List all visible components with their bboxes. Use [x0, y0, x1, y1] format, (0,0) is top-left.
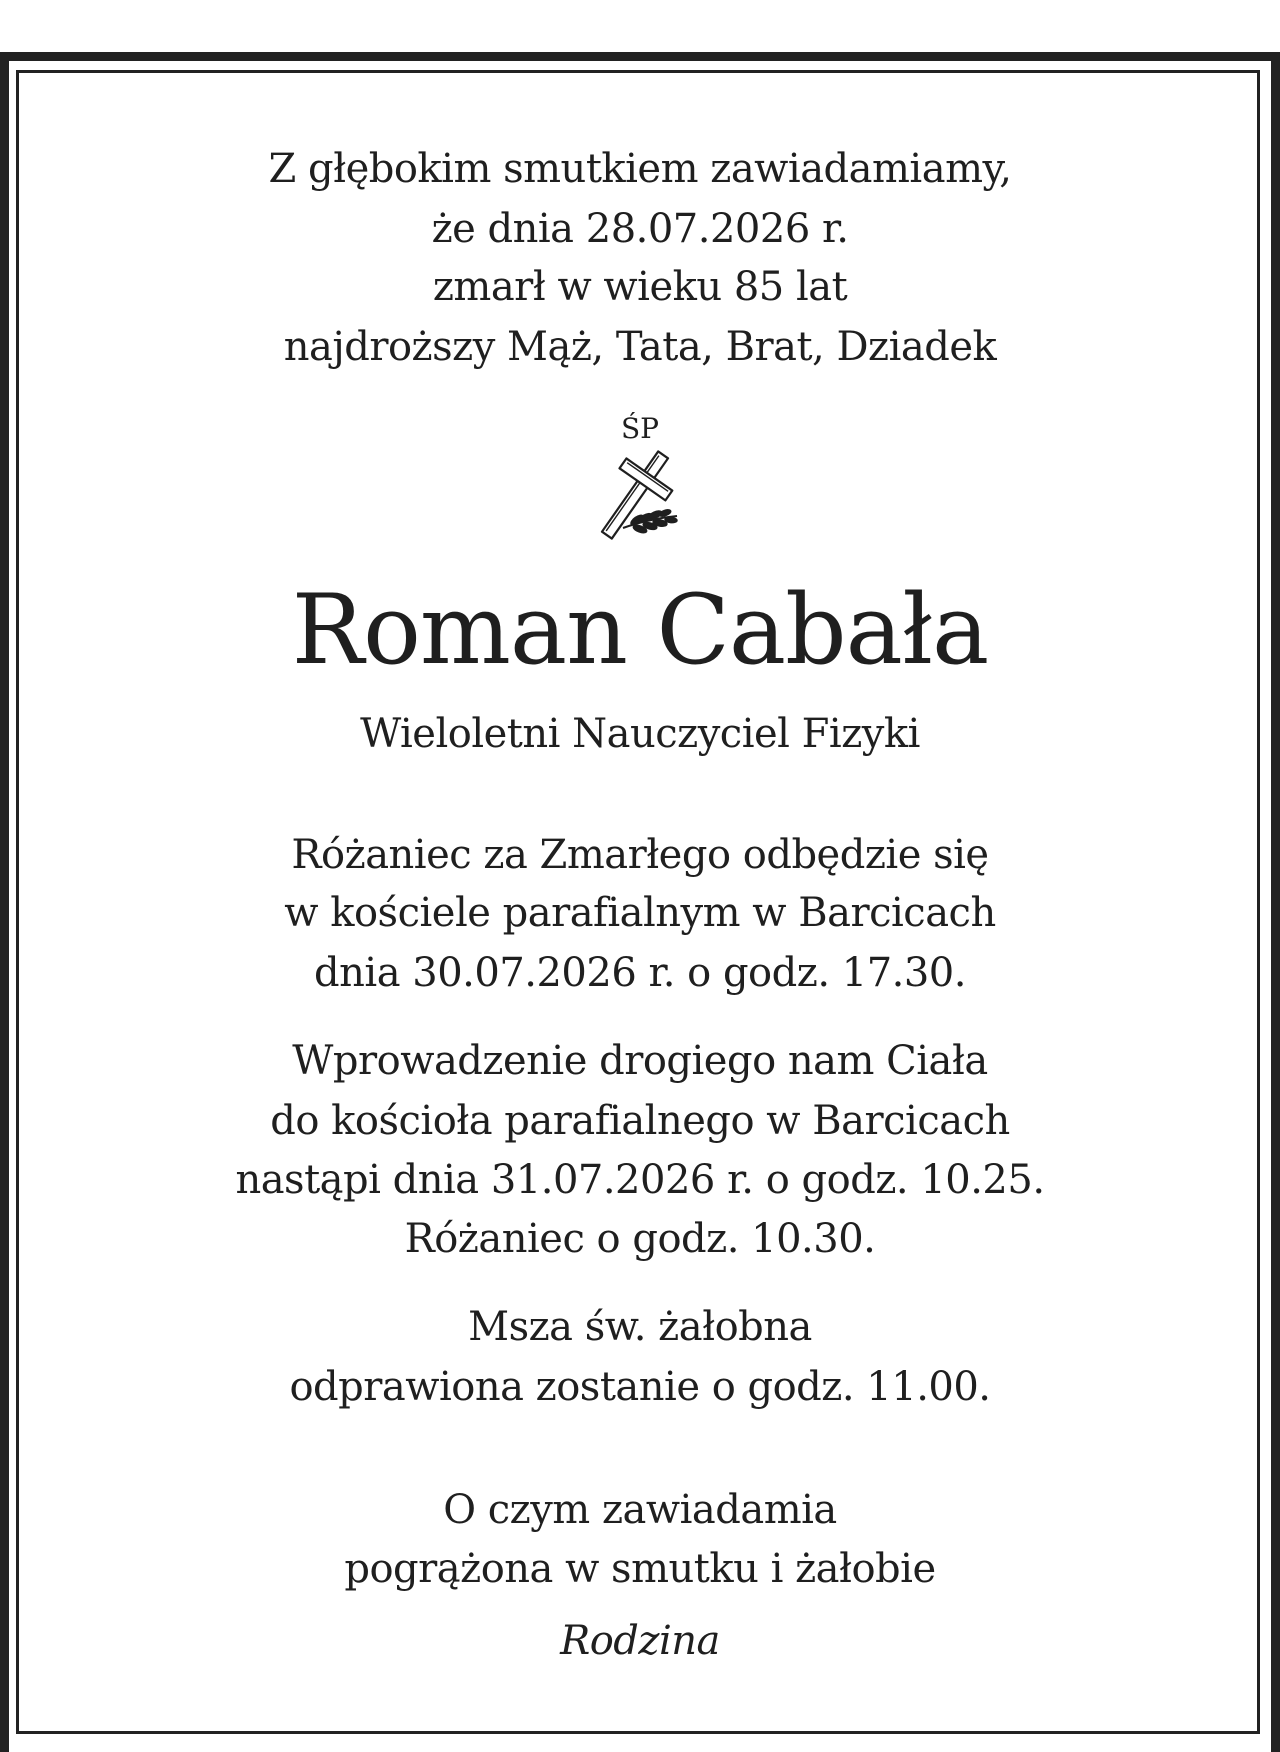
rosary-line-2: w kościele parafialnym w Barcicach — [284, 890, 996, 936]
intro-line-3: zmarł w wieku 85 lat — [432, 264, 848, 310]
procession-line-1: Wprowadzenie drogiego nam Ciała — [292, 1038, 988, 1084]
rosary-line-1: Różaniec za Zmarłego odbędzie się — [291, 832, 989, 878]
intro-line-2: że dnia 28.07.2026 r. — [431, 206, 849, 252]
deceased-title: Wieloletni Nauczyciel Fizyki — [360, 711, 920, 757]
rosary-line-3: dnia 30.07.2026 r. o godz. 17.30. — [314, 950, 966, 996]
cross-with-laurel-icon — [585, 440, 695, 550]
procession-line-2: do kościoła parafialnego w Barcicach — [270, 1098, 1010, 1144]
mass-line-1: Msza św. żałobna — [468, 1304, 812, 1350]
mass-line-2: odprawiona zostanie o godz. 11.00. — [289, 1364, 991, 1410]
deceased-name: Roman Cabała — [291, 574, 989, 686]
intro-line-1: Z głębokim smutkiem zawiadamiamy, — [268, 146, 1012, 192]
procession-line-3: nastąpi dnia 31.07.2026 r. o godz. 10.25. — [235, 1157, 1045, 1203]
sp-abbreviation: ŚP — [620, 412, 660, 445]
signature: Rodzina — [560, 1618, 720, 1664]
closing-line-1: O czym zawiadamia — [443, 1487, 837, 1533]
closing-line-2: pogrążona w smutku i żałobie — [344, 1546, 936, 1592]
intro-line-4: najdroższy Mąż, Tata, Brat, Dziadek — [283, 324, 997, 370]
procession-line-4: Różaniec o godz. 10.30. — [404, 1216, 876, 1262]
